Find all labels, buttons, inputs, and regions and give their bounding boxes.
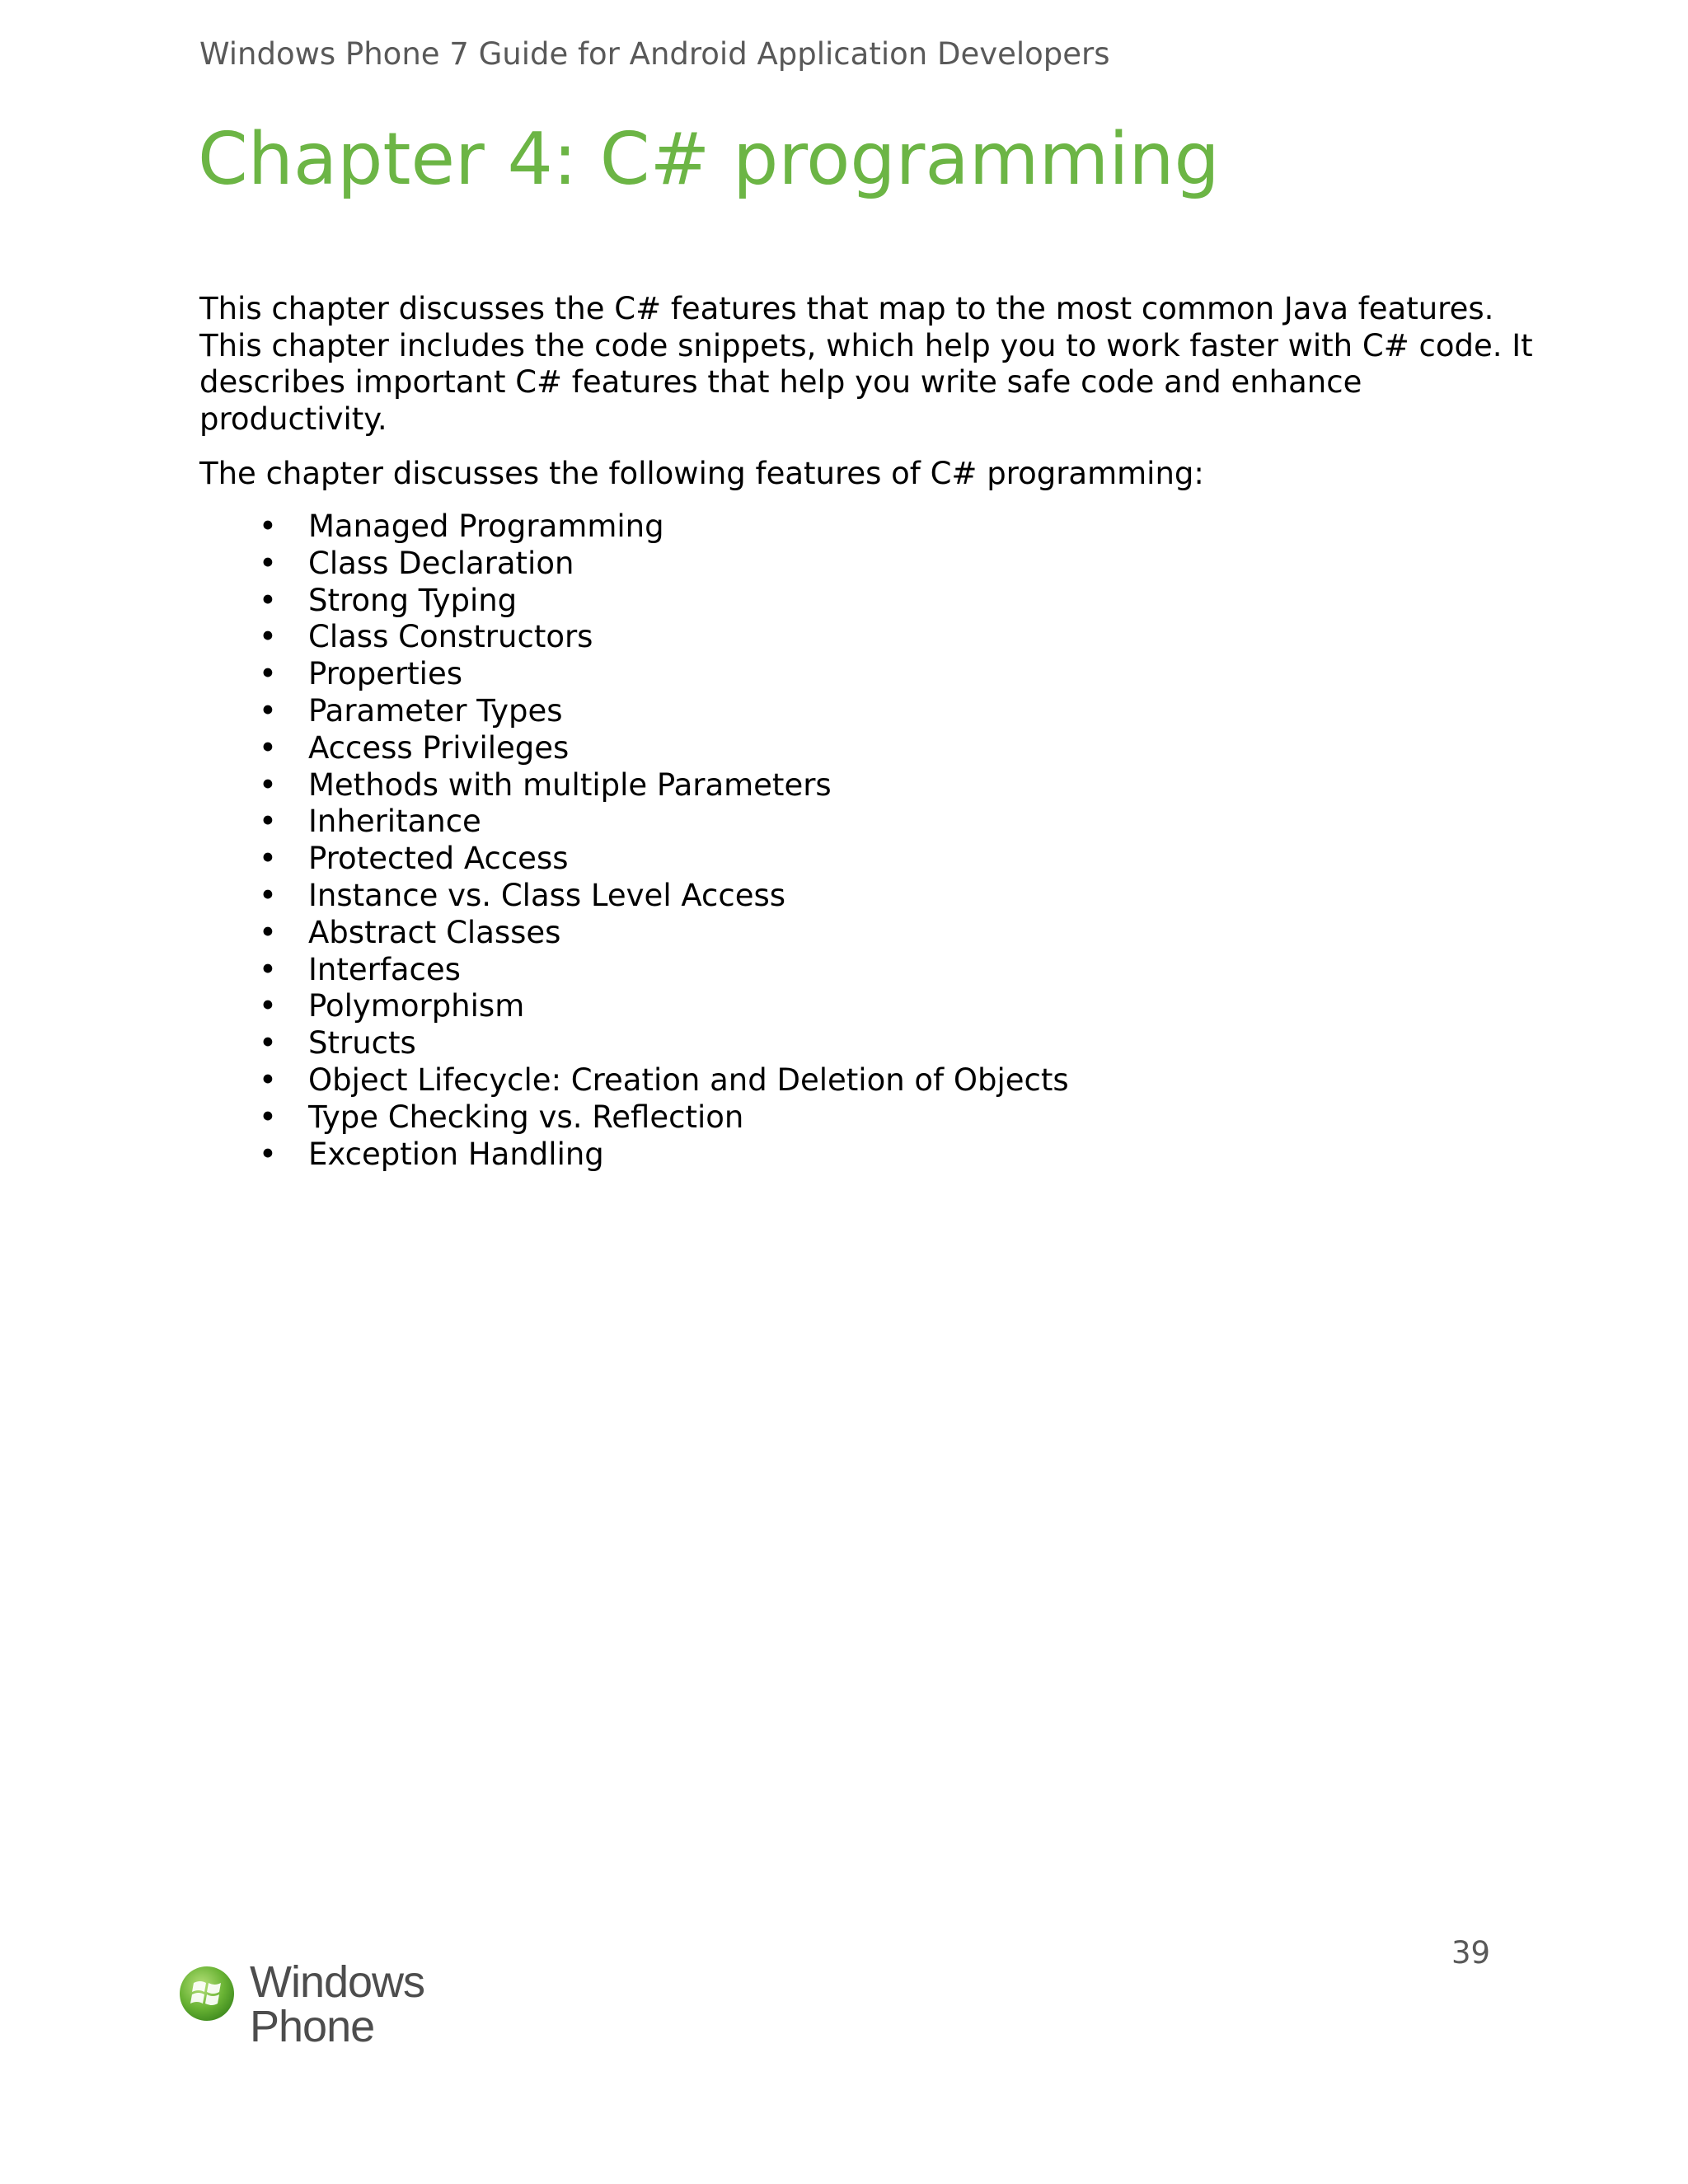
list-item-label: Type Checking vs. Reflection [308,1099,744,1135]
list-item-label: Object Lifecycle: Creation and Deletion of Objects [308,1062,1069,1098]
list-item-label: Protected Access [308,841,569,877]
logo-line-1: Windows [250,1957,425,2007]
list-item-label: Structs [308,1025,416,1062]
bullet-icon: • [259,619,277,655]
bullet-icon: • [259,656,277,692]
list-item-label: Parameter Types [308,692,563,729]
intro-paragraph: This chapter discusses the C# features that map to the most common Java features. This chapter includes the code snippets, which help you to work faster with C# code. It describes important C# features that help you write safe code and enhance productivity. [199,291,1533,437]
bullet-icon: • [259,692,277,729]
list-item-label: Instance vs. Class Level Access [308,877,786,913]
bullet-icon: • [259,1136,277,1172]
feature-list [199,509,1069,1173]
list-item [199,546,1069,583]
list-item [199,583,1069,620]
windows-flag-icon [177,1965,240,2022]
list-item [199,952,1069,989]
feature-list-lead-in: The chapter discusses the following features of C# programming: [199,456,1204,491]
bullet-icon: • [259,509,277,544]
chapter-title: Chapter 4: C# programming [198,117,1220,201]
list-item [199,730,1069,767]
bullet-icon: • [259,1099,277,1135]
list-item-label: Inheritance [308,804,481,840]
list-item-label: Methods with multiple Parameters [308,766,832,803]
list-item [199,878,1069,915]
bullet-icon: • [259,1062,277,1098]
list-item-label: Abstract Classes [308,914,561,950]
list-item [199,988,1069,1025]
list-item-label: Class Declaration [308,545,574,581]
page-number: 39 [1451,1935,1491,1971]
list-item [199,619,1069,656]
list-item [199,1099,1069,1137]
bullet-icon: • [259,841,277,877]
list-item-label: Access Privileges [308,729,570,766]
list-item [199,1137,1069,1174]
list-item-label: Managed Programming [308,509,664,544]
logo-wordmark [250,1957,425,2051]
bullet-icon: • [259,877,277,913]
bullet-icon: • [259,951,277,987]
list-item-label: Interfaces [308,951,461,987]
bullet-icon: • [259,545,277,581]
running-header: Windows Phone 7 Guide for Android Application Developers [199,36,1110,72]
bullet-icon: • [259,582,277,618]
list-item [199,509,1069,546]
bullet-icon: • [259,988,277,1024]
bullet-icon: • [259,804,277,840]
list-item-label: Strong Typing [308,582,518,618]
bullet-icon: • [259,1025,277,1062]
list-item [199,1062,1069,1099]
bullet-icon: • [259,766,277,803]
list-item-label: Polymorphism [308,988,525,1024]
list-item [199,767,1069,804]
list-item-label: Class Constructors [308,619,593,655]
logo-line-2: Phone [250,2002,375,2051]
list-item [199,804,1069,841]
list-item [199,915,1069,952]
list-item [199,841,1069,878]
bullet-icon: • [259,914,277,950]
list-item-label: Exception Handling [308,1136,604,1172]
list-item-label: Properties [308,656,462,692]
list-item [199,656,1069,693]
list-item [199,693,1069,730]
bullet-icon: • [259,729,277,766]
list-item [199,1025,1069,1062]
